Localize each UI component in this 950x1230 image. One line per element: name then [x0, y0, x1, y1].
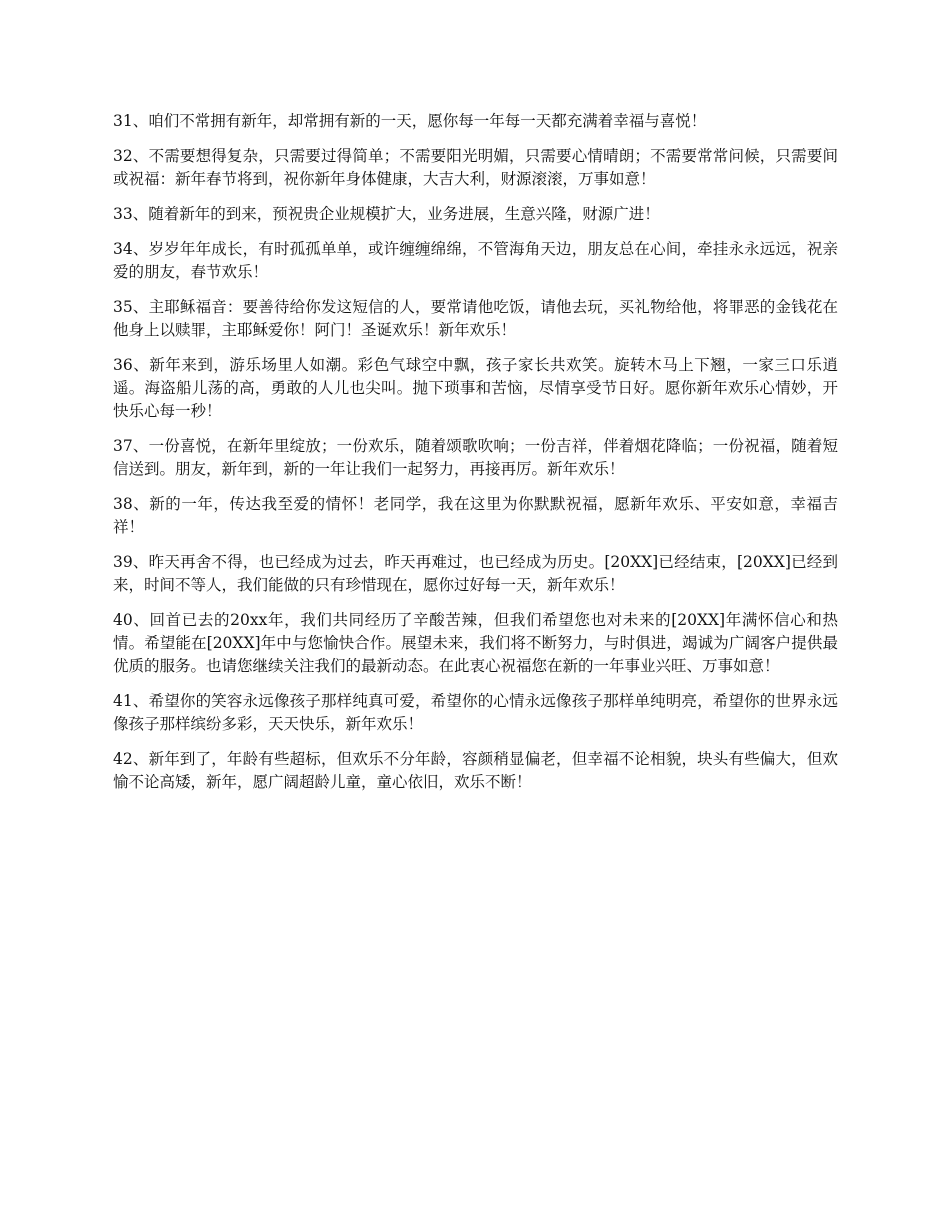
paragraph-34: 34、岁岁年年成长，有时孤孤单单，或许缠缠绵绵，不管海角天边，朋友总在心间，牵挂永永远远，祝亲爱的朋友，春节欢乐！ [113, 240, 838, 281]
paragraph-31: 31、咱们不常拥有新年，却常拥有新的一天，愿你每一年每一天都充满着幸福与喜悦！ [113, 112, 707, 130]
paragraph-39: 39、昨天再舍不得，也已经成为过去，昨天再难过，也已经成为历史。[20XX]已经结束，[20XX]已经到来，时间不等人，我们能做的只有珍惜现在，愿你过好每一天，新年欢乐！ [113, 553, 838, 594]
paragraph-35: 35、主耶稣福音：要善待给你发这短信的人，要常请他吃饭，请他去玩，买礼物给他，将罪恶的金钱花在他身上以赎罪，主耶稣爱你！阿门！圣诞欢乐！新年欢乐！ [113, 298, 838, 339]
paragraph-32: 32、不需要想得复杂，只需要过得简单；不需要阳光明媚，只需要心情晴朗；不需要常常问候，只需要间或祝福：新年春节将到，祝你新年身体健康，大吉大利，财源滚滚，万事如意！ [113, 147, 838, 188]
paragraph-33: 33、随着新年的到来，预祝贵企业规模扩大，业务进展，生意兴隆，财源广进！ [113, 205, 660, 223]
paragraph-41: 41、希望你的笑容永远像孩子那样纯真可爱，希望你的心情永远像孩子那样单纯明亮，希望你的世界永远像孩子那样缤纷多彩，天天快乐，新年欢乐！ [113, 692, 838, 733]
document-body [113, 110, 838, 806]
paragraph-37: 37、一份喜悦，在新年里绽放；一份欢乐，随着颂歌吹响；一份吉祥，伴着烟花降临；一份祝福，随着短信送到。朋友，新年到，新的一年让我们一起努力，再接再厉。新年欢乐！ [113, 437, 838, 478]
paragraph-36: 36、新年来到，游乐场里人如潮。彩色气球空中飘，孩子家长共欢笑。旋转木马上下翘，一家三口乐逍遥。海盗船儿荡的高，勇敢的人儿也尖叫。抛下琐事和苦恼，尽情享受节日好。愿你新年欢乐心情妙，开快乐心每一秒！ [113, 356, 838, 420]
paragraph-42: 42、新年到了，年龄有些超标，但欢乐不分年龄，容颜稍显偏老，但幸福不论相貌，块头有些偏大，但欢愉不论高矮，新年，愿广阔超龄儿童，童心依旧，欢乐不断！ [113, 750, 838, 791]
paragraph-40: 40、回首已去的20xx年，我们共同经历了辛酸苦辣，但我们希望您也对未来的[20XX]年满怀信心和热情。希望能在[20XX]年中与您愉快合作。展望未来，我们将不断努力，与时俱进，竭诚为广阔客户提供最优质的服务。也请您继续关注我们的最新动态。在此衷心祝福您在新的一年事业兴旺、万事如意！ [113, 611, 838, 675]
paragraph-38: 38、新的一年，传达我至爱的情怀！老同学，我在这里为你默默祝福，愿新年欢乐、平安如意，幸福吉祥！ [113, 495, 838, 536]
